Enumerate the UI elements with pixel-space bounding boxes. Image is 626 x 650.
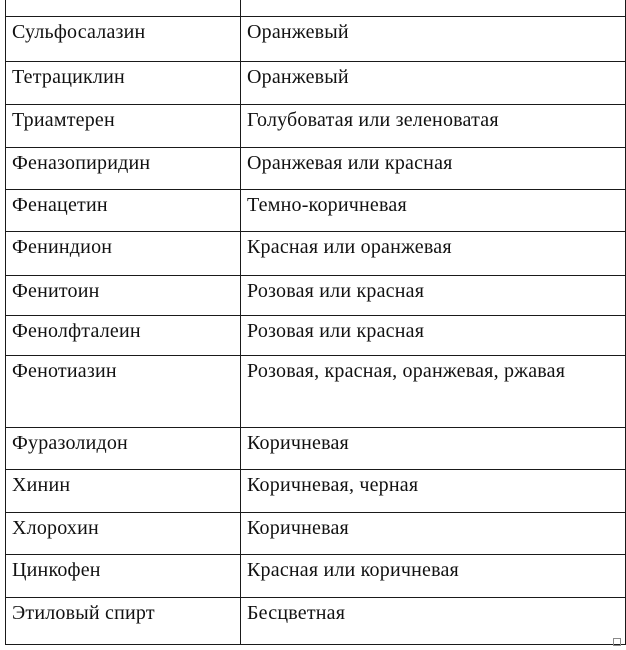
drug-name-cell: Хлорохин <box>6 512 241 554</box>
drug-name-cell: Фенолфталеин <box>6 315 241 355</box>
urine-color-cell: Розовая или красная <box>241 275 626 315</box>
urine-color-cell: Коричневая, черная <box>241 469 626 512</box>
table-row <box>6 231 626 275</box>
drug-name-cell: Хинин <box>6 469 241 512</box>
table-row <box>6 597 626 644</box>
drug-urine-color-table-container <box>5 0 611 638</box>
drug-name-cell: Этиловый спирт <box>6 597 241 644</box>
table-row <box>6 427 626 469</box>
table-row <box>6 275 626 315</box>
table-row <box>6 469 626 512</box>
drug-name-cell: Феназопиридин <box>6 147 241 189</box>
drug-name-cell: Тетрациклин <box>6 61 241 104</box>
drug-name-cell: Фенотиазин <box>6 355 241 427</box>
table-row <box>6 16 626 61</box>
table-row <box>6 315 626 355</box>
drug-name-cell: Триамтерен <box>6 104 241 147</box>
urine-color-cell: Розовая или красная <box>241 315 626 355</box>
urine-color-cell: Бесцветная <box>241 597 626 644</box>
urine-color-cell: Темно-коричневая <box>241 189 626 231</box>
resize-handle-icon <box>613 638 621 646</box>
table-row <box>6 189 626 231</box>
drug-name-cell: Фуразолидон <box>6 427 241 469</box>
table-body <box>6 0 626 644</box>
table-cell-empty <box>241 0 626 16</box>
drug-name-cell: Фенитоин <box>6 275 241 315</box>
drug-name-cell: Фенацетин <box>6 189 241 231</box>
urine-color-cell: Коричневая <box>241 512 626 554</box>
urine-color-cell: Красная или оранжевая <box>241 231 626 275</box>
table-row <box>6 61 626 104</box>
table-cell-empty <box>6 0 241 16</box>
urine-color-cell: Розовая, красная, оранжевая, ржавая <box>241 355 626 427</box>
urine-color-cell: Оранжевый <box>241 61 626 104</box>
table-row <box>6 554 626 597</box>
urine-color-cell: Коричневая <box>241 427 626 469</box>
table-row <box>6 104 626 147</box>
drug-name-cell: Цинкофен <box>6 554 241 597</box>
urine-color-cell: Оранжевая или красная <box>241 147 626 189</box>
drug-name-cell: Сульфосалазин <box>6 16 241 61</box>
table-row <box>6 355 626 427</box>
urine-color-cell: Оранжевый <box>241 16 626 61</box>
table-row <box>6 0 626 16</box>
drug-urine-color-table <box>5 0 626 645</box>
urine-color-cell: Красная или коричневая <box>241 554 626 597</box>
table-row <box>6 147 626 189</box>
table-row <box>6 512 626 554</box>
urine-color-cell: Голубоватая или зеленоватая <box>241 104 626 147</box>
drug-name-cell: Фениндион <box>6 231 241 275</box>
